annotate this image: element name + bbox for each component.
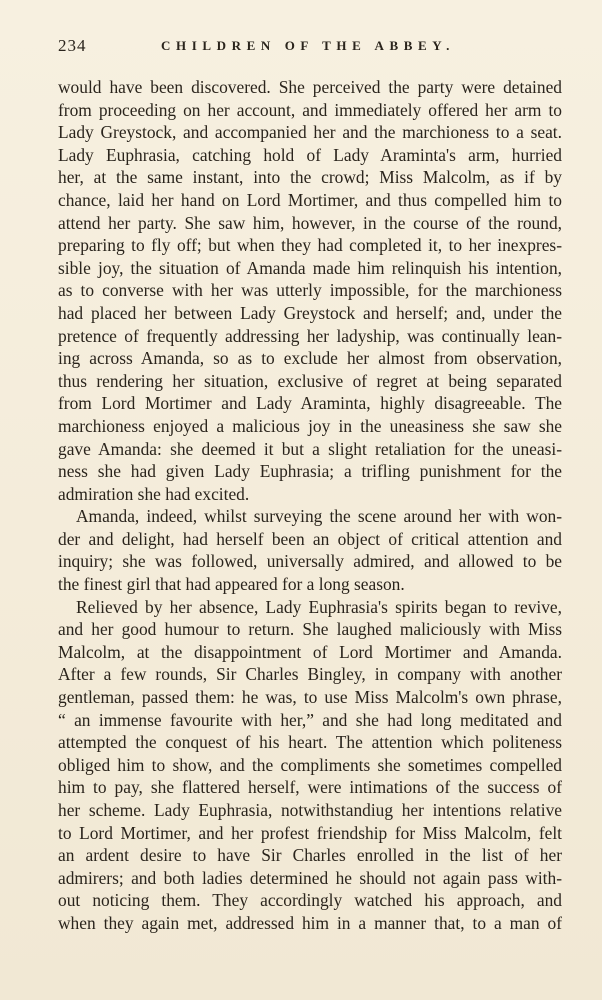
text-line: admiration she had excited. [58, 483, 250, 504]
text-line: gave Amanda: she deemed it but a slight retaliation for the uneasi- [58, 438, 562, 459]
text-line: an ardent desire to have Sir Charles enrolled in the list of her [58, 845, 562, 866]
text-line: her scheme. Lady Euphrasia, notwithstandiug her intentions relative [58, 800, 562, 820]
text-line: admirers; and both ladies determined he should not again pass with- [58, 867, 562, 888]
text-line: attend her party. She saw him, however, in the course of the round, [58, 212, 562, 233]
text-line: preparing to fly off; but when they had completed it, to her inexpres- [58, 235, 562, 256]
text-line: obliged him to show, and the compliments she sometimes compelled [58, 754, 562, 775]
text-line: Lady Euphrasia, catching hold of Lady Araminta's arm, hurried [58, 144, 562, 165]
running-head [58, 36, 566, 58]
text-line: Relieved by her absence, Lady Euphrasia's spirits began to revive, [76, 596, 562, 617]
text-line: der and delight, had herself been an object of critical attention and [58, 528, 562, 549]
text-line: After a few rounds, Sir Charles Bingley, in company with another [58, 664, 562, 685]
body-text [58, 76, 562, 935]
page-header-title: CHILDREN OF THE ABBEY. [161, 38, 455, 53]
text-line: ness she had given Lady Euphrasia; a trifling punishment for the [58, 461, 562, 482]
text-line: as to converse with her was utterly impossible, for the marchioness [58, 280, 562, 301]
text-line: sible joy, the situation of Amanda made him relinquish his intention, [58, 257, 562, 278]
text-line: Malcolm, at the disappointment of Lord Mortimer and Amanda. [58, 641, 562, 662]
text-line: would have been discovered. She perceived the party were detained [58, 77, 562, 97]
text-line: the finest girl that had appeared for a long season. [58, 574, 405, 595]
text-line: had placed her between Lady Greystock and herself; and, under the [58, 302, 562, 323]
text-line: chance, laid her hand on Lord Mortimer, and thus compelled him to [58, 189, 562, 210]
page-number: 234 [58, 36, 87, 55]
text-line: from Lord Mortimer and Lady Araminta, highly disagreeable. The [58, 393, 562, 414]
text-line: and her good humour to return. She laughed maliciously with Miss [58, 619, 562, 640]
text-line: him to pay, she flattered herself, were intimations of the success of [58, 777, 562, 798]
text-line: Lady Greystock, and accompanied her and the marchioness to a seat. [58, 122, 562, 143]
text-line: to Lord Mortimer, and her profest friendship for Miss Malcolm, felt [58, 822, 562, 843]
text-line: ing across Amanda, so as to exclude her almost from observation, [58, 348, 562, 369]
text-line: inquiry; she was followed, universally admired, and allowed to be [58, 551, 562, 572]
text-line: attempted the conquest of his heart. The attention which politeness [58, 732, 562, 753]
text-line: her, at the same instant, into the crowd; Miss Malcolm, as if by [58, 167, 562, 188]
text-line: gentleman, passed them: he was, to use Miss Malcolm's own phrase, [58, 687, 562, 708]
text-line: Amanda, indeed, whilst surveying the scene around her with won- [76, 506, 562, 527]
text-line: marchioness enjoyed a malicious joy in the uneasiness she saw she [58, 415, 562, 436]
text-line: “ an immense favourite with her,” and she had long meditated and [58, 709, 562, 730]
text-line: out noticing them. They accordingly watched his approach, and [58, 890, 562, 911]
text-line: from proceeding on her account, and immediately offered her arm to [58, 99, 562, 120]
text-line: when they again met, addressed him in a manner that, to a man of [58, 912, 562, 933]
text-line: thus rendering her situation, exclusive of regret at being separated [58, 370, 562, 391]
text-line: pretence of frequently addressing her ladyship, was continually lean- [58, 325, 562, 346]
